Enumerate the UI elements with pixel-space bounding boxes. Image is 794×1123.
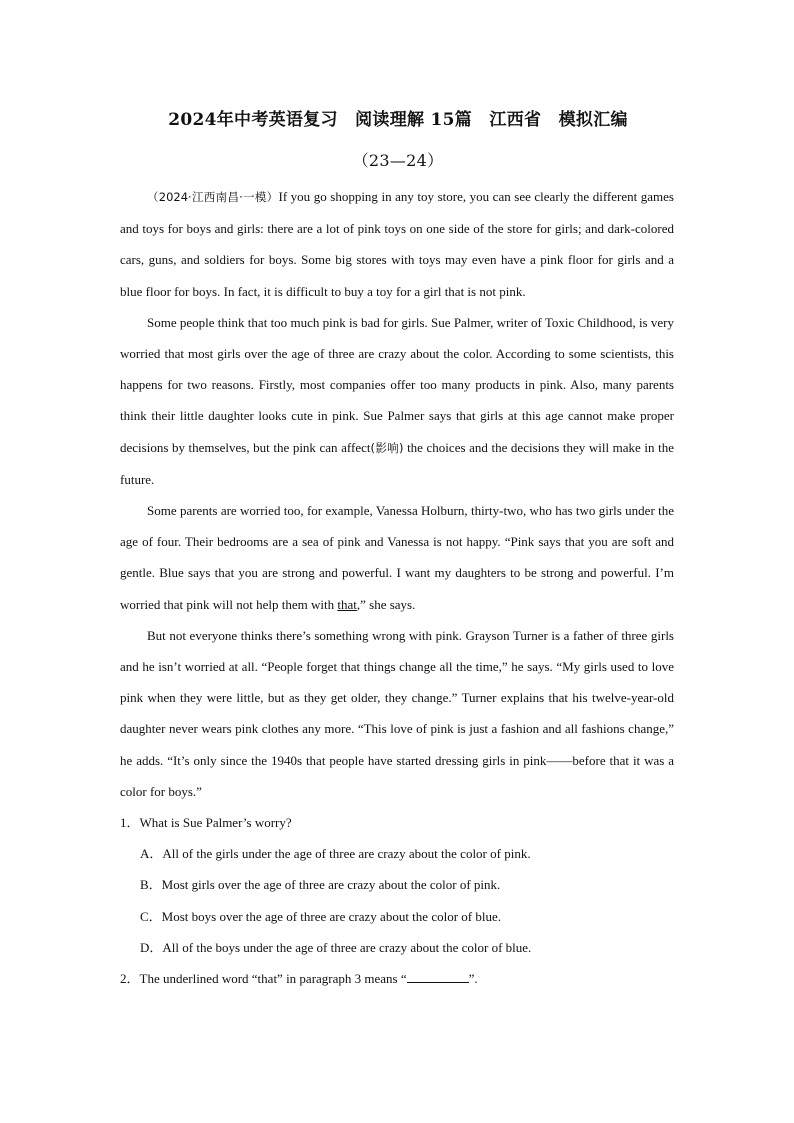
option-label: A． xyxy=(140,846,163,862)
question-text-before: The underlined word “that” in paragraph 3 means “ xyxy=(139,971,407,987)
paragraph-3 xyxy=(120,495,674,620)
option-text: All of the boys under the age of three are crazy about the color of blue. xyxy=(162,939,532,955)
document-title: 2024年中考英语复习 阅读理解 15篇 江西省 模拟汇编 xyxy=(168,110,628,130)
paragraph-1 xyxy=(120,181,674,307)
option-text: All of the girls under the age of three are crazy about the color of pink. xyxy=(162,846,531,862)
option-a[interactable] xyxy=(120,838,674,869)
paragraph-2 xyxy=(120,307,674,495)
document-subtitle: （23—24） xyxy=(352,151,444,170)
paragraph-4-text: But not everyone thinks there’s something wrong with pink. Grayson Turner is a father of three girls and he isn’t worried at all. “People forget that things change all the time,” he says. “My girls used to love pink when they were little, but as they get older, they change.” Turner explains that his twelve-year-old daughter never wears pink clothes any more. “This love of pink is just a fashion and all fashions change,” he adds. “It’s only since the 1940s that people have started dressing girls in pink——before that it was a color for boys.” xyxy=(120,627,674,799)
paragraph-2-text-b: the choices and the decisions they will make in the future. xyxy=(120,439,674,487)
source-tag: （2024·江西南昌·一模） xyxy=(147,190,279,204)
question-number: 2． xyxy=(120,971,140,987)
reading-passage xyxy=(120,181,674,994)
paragraph-2-gloss: (影响) xyxy=(370,440,404,455)
question-2 xyxy=(120,963,674,994)
paragraph-4 xyxy=(120,620,674,807)
question-number: 1． xyxy=(120,815,140,831)
answer-blank[interactable] xyxy=(407,970,469,983)
option-label: C． xyxy=(140,908,162,924)
question-1 xyxy=(120,807,674,838)
option-label: B． xyxy=(140,877,162,893)
question-text-after: ”. xyxy=(468,971,478,987)
option-text: Most boys over the age of three are crazy about the color of blue. xyxy=(161,908,501,924)
paragraph-1-text: If you go shopping in any toy store, you can see clearly the different games and toys for boys and girls: there are a lot of pink toys on one side of the store for girls; and dark-colored cars, guns, and soldiers for boys. Some big stores with toys may even have a pink floor for girls and a blue floor for boys. In fact, it is difficult to buy a toy for a girl that is not pink. xyxy=(120,189,674,299)
question-text: What is Sue Palmer’s worry? xyxy=(139,815,292,831)
paragraph-3-text-b: ,” she says. xyxy=(356,596,416,612)
option-text: Most girls over the age of three are crazy about the color of pink. xyxy=(161,877,501,893)
option-d[interactable] xyxy=(120,932,674,963)
option-c[interactable] xyxy=(120,901,674,932)
option-b[interactable] xyxy=(120,869,674,900)
option-label: D． xyxy=(140,939,163,955)
paragraph-3-text-a: Some parents are worried too, for example, Vanessa Holburn, thirty-two, who has two girls under the age of four. Their bedrooms are a sea of pink and Vanessa is not happy. “Pink says that you are soft and gentle. Blue says that you are strong and powerful. I want my daughters to be strong and powerful. I’m worried that pink will not help them with xyxy=(120,503,674,612)
paragraph-2-text-a: Some people think that too much pink is bad for girls. Sue Palmer, writer of Toxic Childhood, is very worried that most girls over the age of three are crazy about the color. According to some scientists, this happens for two reasons. Firstly, most companies offer too many products in pink. Also, many parents think their little daughter looks cute in pink. Sue Palmer says that girls at this age cannot make proper decisions by themselves, but the pink can affect xyxy=(120,314,674,455)
underlined-word: that xyxy=(337,596,357,612)
